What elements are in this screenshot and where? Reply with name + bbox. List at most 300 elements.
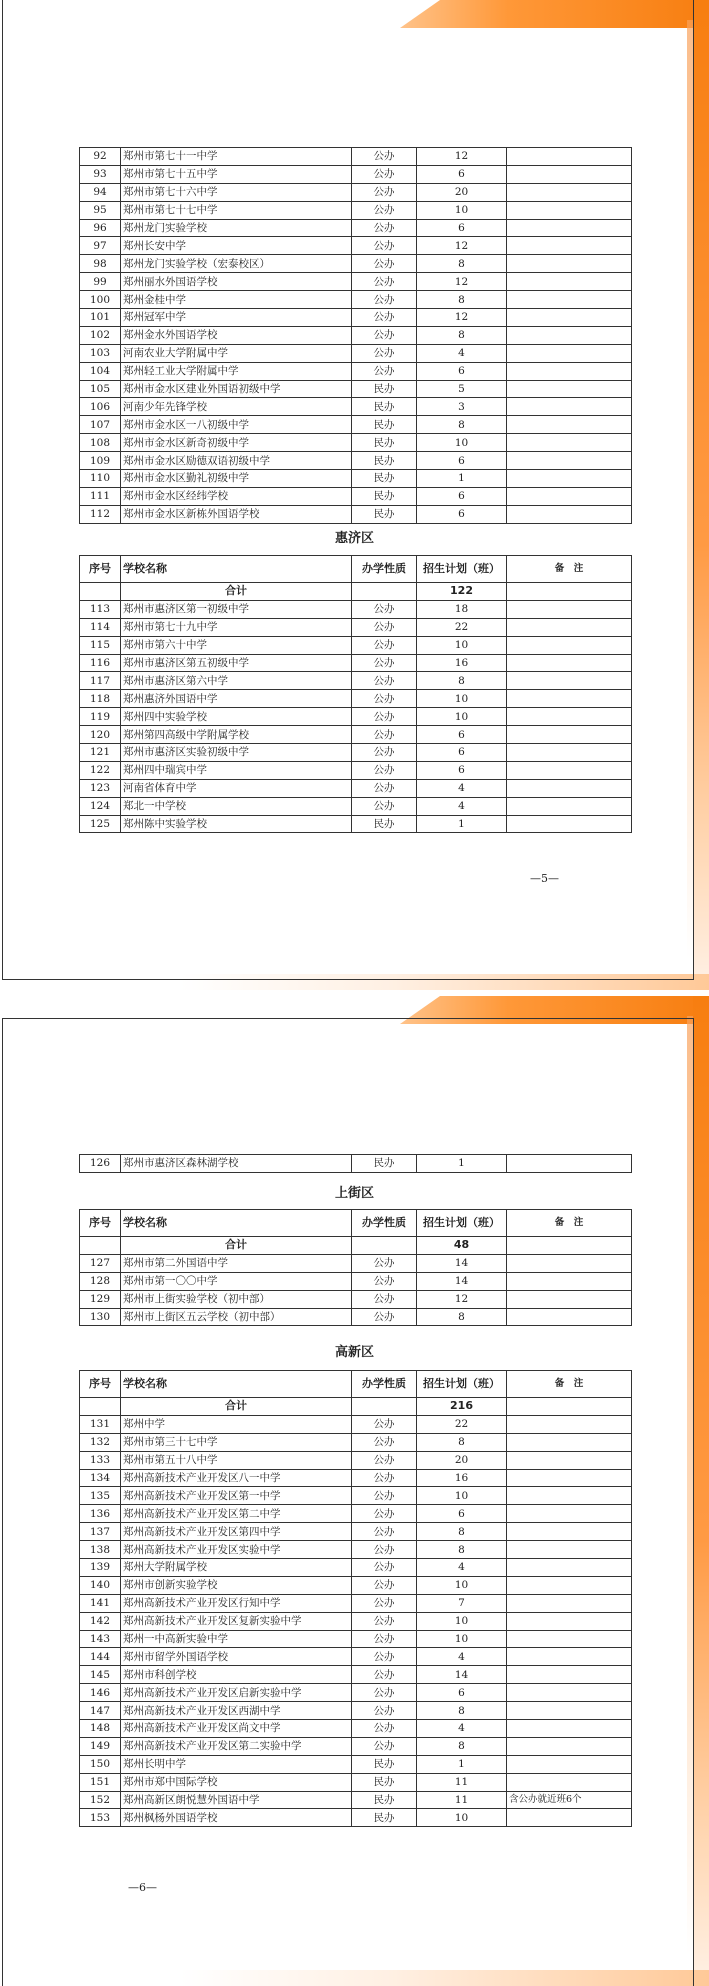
table-row <box>80 1415 632 1433</box>
remark <box>507 291 632 309</box>
enrollment-plan: 4 <box>417 344 507 362</box>
school-name: 郑州市创新实验学校 <box>121 1576 352 1594</box>
school-type: 民办 <box>352 416 417 434</box>
remark <box>507 1648 632 1666</box>
row-no: 113 <box>80 600 121 618</box>
table-row <box>80 1272 632 1290</box>
total-value: 122 <box>417 583 507 601</box>
remark <box>507 797 632 815</box>
enrollment-plan: 6 <box>417 362 507 380</box>
enrollment-plan: 8 <box>417 291 507 309</box>
school-type: 公办 <box>352 726 417 744</box>
remark <box>507 1737 632 1755</box>
table-row <box>80 273 632 291</box>
enrollment-plan: 1 <box>417 815 507 833</box>
enrollment-plan: 6 <box>417 744 507 762</box>
row-no: 92 <box>80 148 121 166</box>
remark <box>507 309 632 327</box>
remark <box>507 1451 632 1469</box>
remark <box>507 1469 632 1487</box>
header-plan: 招生计划（班） <box>417 1371 507 1398</box>
row-no: 119 <box>80 708 121 726</box>
row-no: 100 <box>80 291 121 309</box>
school-name: 郑州龙门实验学校（宏泰校区） <box>121 255 352 273</box>
table-row <box>80 380 632 398</box>
table-row <box>80 255 632 273</box>
row-no: 125 <box>80 815 121 833</box>
school-name: 郑州高新技术产业开发区第四中学 <box>121 1523 352 1541</box>
school-type: 公办 <box>352 1666 417 1684</box>
school-name: 郑州市金水区励德双语初级中学 <box>121 452 352 470</box>
enrollment-plan: 16 <box>417 654 507 672</box>
enrollment-plan: 6 <box>417 726 507 744</box>
total-row <box>80 583 632 601</box>
table-row <box>80 398 632 416</box>
school-name: 郑州一中高新实验中学 <box>121 1630 352 1648</box>
row-no: 106 <box>80 398 121 416</box>
enrollment-plan: 16 <box>417 1469 507 1487</box>
table-row <box>80 1155 632 1173</box>
total-no <box>80 1398 121 1416</box>
school-type: 公办 <box>352 672 417 690</box>
school-name: 郑州中学 <box>121 1415 352 1433</box>
enrollment-plan: 4 <box>417 1720 507 1738</box>
page-6 <box>0 996 709 1986</box>
total-value: 216 <box>417 1398 507 1416</box>
district-title-huiji: 惠济区 <box>334 531 374 546</box>
remark <box>507 219 632 237</box>
header-plan: 招生计划（班） <box>417 556 507 583</box>
school-type: 公办 <box>352 344 417 362</box>
remark <box>507 690 632 708</box>
table-row <box>80 690 632 708</box>
remark <box>507 1505 632 1523</box>
table-row <box>80 201 632 219</box>
enrollment-plan: 12 <box>417 273 507 291</box>
enrollment-plan: 4 <box>417 797 507 815</box>
school-name: 郑州市金水区经纬学校 <box>121 487 352 505</box>
enrollment-plan: 12 <box>417 148 507 166</box>
school-type: 公办 <box>352 1451 417 1469</box>
enrollment-plan: 10 <box>417 434 507 452</box>
remark <box>507 380 632 398</box>
row-no: 94 <box>80 183 121 201</box>
header-name: 学校名称 <box>121 556 352 583</box>
school-type: 公办 <box>352 165 417 183</box>
total-type <box>352 1237 417 1255</box>
enrollment-plan: 10 <box>417 1809 507 1827</box>
school-name: 郑州市惠济区第六中学 <box>121 672 352 690</box>
row-no: 124 <box>80 797 121 815</box>
school-name: 郑州高新技术产业开发区第二实验中学 <box>121 1737 352 1755</box>
remark <box>507 779 632 797</box>
school-name: 郑州市第五十八中学 <box>121 1451 352 1469</box>
remark <box>507 1755 632 1773</box>
header-type: 办学性质 <box>352 1371 417 1398</box>
table-header-row <box>80 1371 632 1398</box>
enrollment-plan: 14 <box>417 1272 507 1290</box>
total-no <box>80 583 121 601</box>
remark <box>507 183 632 201</box>
table-row <box>80 1505 632 1523</box>
row-no: 117 <box>80 672 121 690</box>
enrollment-plan: 20 <box>417 1451 507 1469</box>
enrollment-plan: 8 <box>417 326 507 344</box>
remark <box>507 1684 632 1702</box>
remark <box>507 1612 632 1630</box>
row-no: 114 <box>80 618 121 636</box>
school-type: 民办 <box>352 398 417 416</box>
enrollment-plan: 12 <box>417 237 507 255</box>
header-note: 备 注 <box>507 1371 632 1398</box>
school-name: 郑州龙门实验学校 <box>121 219 352 237</box>
table-row <box>80 291 632 309</box>
school-type: 公办 <box>352 273 417 291</box>
remark <box>507 1433 632 1451</box>
school-type: 公办 <box>352 1254 417 1272</box>
row-no: 150 <box>80 1755 121 1773</box>
table-row <box>80 672 632 690</box>
header-note: 备 注 <box>507 1210 632 1237</box>
school-type: 公办 <box>352 1541 417 1559</box>
row-no: 120 <box>80 726 121 744</box>
row-no: 118 <box>80 690 121 708</box>
remark <box>507 1594 632 1612</box>
enrollment-plan: 3 <box>417 398 507 416</box>
remark <box>507 487 632 505</box>
school-name: 郑州市第一〇〇中学 <box>121 1272 352 1290</box>
row-no: 145 <box>80 1666 121 1684</box>
remark <box>507 1809 632 1827</box>
school-name: 郑州高新技术产业开发区西湖中学 <box>121 1702 352 1720</box>
enrollment-plan: 10 <box>417 1576 507 1594</box>
school-name: 郑州市第六十中学 <box>121 636 352 654</box>
row-no: 134 <box>80 1469 121 1487</box>
remark <box>507 398 632 416</box>
table-row <box>80 183 632 201</box>
table-gaoxin <box>79 1370 632 1827</box>
total-note <box>507 583 632 601</box>
school-type: 民办 <box>352 505 417 523</box>
school-name: 郑州市留学外国语学校 <box>121 1648 352 1666</box>
remark <box>507 1559 632 1577</box>
enrollment-plan: 14 <box>417 1254 507 1272</box>
row-no: 96 <box>80 219 121 237</box>
school-name: 郑州高新技术产业开发区复新实验中学 <box>121 1612 352 1630</box>
enrollment-plan: 6 <box>417 487 507 505</box>
school-type: 公办 <box>352 291 417 309</box>
enrollment-plan: 14 <box>417 1666 507 1684</box>
remark <box>507 1290 632 1308</box>
row-no: 101 <box>80 309 121 327</box>
school-name: 郑州市金水区建业外国语初级中学 <box>121 380 352 398</box>
table-row <box>80 1433 632 1451</box>
header-plan: 招生计划（班） <box>417 1210 507 1237</box>
table-row <box>80 1648 632 1666</box>
row-no: 139 <box>80 1559 121 1577</box>
school-name: 郑州市科创学校 <box>121 1666 352 1684</box>
table-row <box>80 654 632 672</box>
row-no: 152 <box>80 1791 121 1809</box>
row-no: 107 <box>80 416 121 434</box>
row-no: 153 <box>80 1809 121 1827</box>
enrollment-plan: 10 <box>417 636 507 654</box>
remark <box>507 815 632 833</box>
school-type: 公办 <box>352 1559 417 1577</box>
school-name: 郑北一中学校 <box>121 797 352 815</box>
enrollment-plan: 12 <box>417 309 507 327</box>
remark: 含公办就近班6个 <box>507 1791 632 1809</box>
school-type: 公办 <box>352 797 417 815</box>
table-row <box>80 326 632 344</box>
row-no: 108 <box>80 434 121 452</box>
remark <box>507 201 632 219</box>
orange-band-side <box>693 996 709 1986</box>
table-row <box>80 600 632 618</box>
remark <box>507 434 632 452</box>
school-name: 郑州市第七十七中学 <box>121 201 352 219</box>
school-type: 公办 <box>352 744 417 762</box>
school-type: 公办 <box>352 326 417 344</box>
school-name: 郑州高新技术产业开发区第二中学 <box>121 1505 352 1523</box>
table-row <box>80 618 632 636</box>
remark <box>507 1702 632 1720</box>
school-type: 公办 <box>352 1523 417 1541</box>
remark <box>507 600 632 618</box>
school-name: 郑州大学附属学校 <box>121 1559 352 1577</box>
school-name: 河南少年先锋学校 <box>121 398 352 416</box>
school-type: 民办 <box>352 487 417 505</box>
table-row <box>80 1523 632 1541</box>
enrollment-plan: 8 <box>417 1702 507 1720</box>
table-row <box>80 797 632 815</box>
school-type: 公办 <box>352 1415 417 1433</box>
school-name: 郑州市第七十六中学 <box>121 183 352 201</box>
header-type: 办学性质 <box>352 1210 417 1237</box>
school-type: 民办 <box>352 1755 417 1773</box>
school-type: 公办 <box>352 708 417 726</box>
remark <box>507 654 632 672</box>
row-no: 146 <box>80 1684 121 1702</box>
school-name: 郑州市金水区新奇初级中学 <box>121 434 352 452</box>
total-no <box>80 1237 121 1255</box>
enrollment-plan: 10 <box>417 1630 507 1648</box>
enrollment-plan: 8 <box>417 416 507 434</box>
enrollment-plan: 22 <box>417 1415 507 1433</box>
school-type: 公办 <box>352 1469 417 1487</box>
school-type: 公办 <box>352 1290 417 1308</box>
page-number: —5— <box>530 872 559 885</box>
header-note: 备 注 <box>507 556 632 583</box>
school-name: 郑州市第七十一中学 <box>121 148 352 166</box>
row-no: 110 <box>80 470 121 488</box>
total-note <box>507 1237 632 1255</box>
table-row <box>80 1684 632 1702</box>
school-name: 郑州市郑中国际学校 <box>121 1773 352 1791</box>
table-row <box>80 1576 632 1594</box>
header-type: 办学性质 <box>352 556 417 583</box>
table-row <box>80 815 632 833</box>
school-type: 公办 <box>352 636 417 654</box>
school-name: 郑州高新技术产业开发区实验中学 <box>121 1541 352 1559</box>
row-no: 112 <box>80 505 121 523</box>
row-no: 111 <box>80 487 121 505</box>
table-row <box>80 1666 632 1684</box>
table-row <box>80 1630 632 1648</box>
row-no: 151 <box>80 1773 121 1791</box>
table-jinshui-cont <box>79 147 632 524</box>
remark <box>507 416 632 434</box>
remark <box>507 761 632 779</box>
remark <box>507 1415 632 1433</box>
enrollment-plan: 20 <box>417 183 507 201</box>
enrollment-plan: 8 <box>417 672 507 690</box>
school-type: 公办 <box>352 237 417 255</box>
header-no: 序号 <box>80 1371 121 1398</box>
remark <box>507 1773 632 1791</box>
school-name: 郑州四中实验学校 <box>121 708 352 726</box>
enrollment-plan: 5 <box>417 380 507 398</box>
table-row <box>80 1451 632 1469</box>
table-row <box>80 761 632 779</box>
row-no: 123 <box>80 779 121 797</box>
enrollment-plan: 6 <box>417 165 507 183</box>
school-type: 公办 <box>352 761 417 779</box>
row-no: 99 <box>80 273 121 291</box>
school-name: 郑州高新技术产业开发区第一中学 <box>121 1487 352 1505</box>
table-row <box>80 1594 632 1612</box>
school-name: 郑州四中瑞宾中学 <box>121 761 352 779</box>
header-no: 序号 <box>80 556 121 583</box>
school-name: 郑州冠军中学 <box>121 309 352 327</box>
remark <box>507 1254 632 1272</box>
school-type: 民办 <box>352 815 417 833</box>
table-row <box>80 1487 632 1505</box>
school-type: 公办 <box>352 1720 417 1738</box>
school-name: 郑州市金水区新栋外国语学校 <box>121 505 352 523</box>
row-no: 102 <box>80 326 121 344</box>
enrollment-plan: 6 <box>417 505 507 523</box>
remark <box>507 1630 632 1648</box>
total-type <box>352 583 417 601</box>
school-type: 公办 <box>352 1648 417 1666</box>
school-type: 公办 <box>352 1505 417 1523</box>
table-row <box>80 487 632 505</box>
school-type: 民办 <box>352 1791 417 1809</box>
table-row <box>80 726 632 744</box>
row-no: 148 <box>80 1720 121 1738</box>
header-no: 序号 <box>80 1210 121 1237</box>
school-name: 郑州陈中实验学校 <box>121 815 352 833</box>
table-header-row <box>80 556 632 583</box>
remark <box>507 362 632 380</box>
school-type: 民办 <box>352 1773 417 1791</box>
row-no: 132 <box>80 1433 121 1451</box>
row-no: 149 <box>80 1737 121 1755</box>
remark <box>507 326 632 344</box>
table-row <box>80 779 632 797</box>
school-name: 郑州轻工业大学附属中学 <box>121 362 352 380</box>
table-row <box>80 309 632 327</box>
header-name: 学校名称 <box>121 1371 352 1398</box>
remark <box>507 505 632 523</box>
school-type: 公办 <box>352 309 417 327</box>
table-row <box>80 1791 632 1809</box>
table-huiji-cont <box>79 1154 632 1173</box>
school-name: 郑州市第二外国语中学 <box>121 1254 352 1272</box>
enrollment-plan: 8 <box>417 1308 507 1326</box>
table-row <box>80 1612 632 1630</box>
table-row <box>80 1308 632 1326</box>
orange-band-side <box>693 0 709 990</box>
school-name: 郑州市惠济区第五初级中学 <box>121 654 352 672</box>
total-row <box>80 1237 632 1255</box>
school-type: 公办 <box>352 1308 417 1326</box>
row-no: 135 <box>80 1487 121 1505</box>
school-type: 公办 <box>352 1433 417 1451</box>
row-no: 138 <box>80 1541 121 1559</box>
row-no: 129 <box>80 1290 121 1308</box>
row-no: 122 <box>80 761 121 779</box>
school-name: 郑州高新区朗悦慧外国语中学 <box>121 1791 352 1809</box>
remark <box>507 726 632 744</box>
table-row <box>80 1809 632 1827</box>
remark <box>507 1487 632 1505</box>
row-no: 121 <box>80 744 121 762</box>
row-no: 104 <box>80 362 121 380</box>
total-note <box>507 1398 632 1416</box>
remark <box>507 672 632 690</box>
remark <box>507 273 632 291</box>
table-row <box>80 148 632 166</box>
table-row <box>80 219 632 237</box>
school-type: 公办 <box>352 1702 417 1720</box>
school-name: 河南农业大学附属中学 <box>121 344 352 362</box>
school-type: 民办 <box>352 452 417 470</box>
remark <box>507 344 632 362</box>
enrollment-plan: 11 <box>417 1791 507 1809</box>
school-type: 民办 <box>352 434 417 452</box>
row-no: 143 <box>80 1630 121 1648</box>
enrollment-plan: 4 <box>417 1559 507 1577</box>
remark <box>507 708 632 726</box>
enrollment-plan: 8 <box>417 1541 507 1559</box>
row-no: 93 <box>80 165 121 183</box>
row-no: 136 <box>80 1505 121 1523</box>
enrollment-plan: 7 <box>417 1594 507 1612</box>
remark <box>507 452 632 470</box>
enrollment-plan: 4 <box>417 1648 507 1666</box>
table-row <box>80 470 632 488</box>
enrollment-plan: 12 <box>417 1290 507 1308</box>
table-row <box>80 505 632 523</box>
school-type: 公办 <box>352 1684 417 1702</box>
row-no: 97 <box>80 237 121 255</box>
school-name: 郑州高新技术产业开发区尚文中学 <box>121 1720 352 1738</box>
remark <box>507 636 632 654</box>
table-shangjie <box>79 1209 632 1326</box>
school-type: 公办 <box>352 201 417 219</box>
total-type <box>352 1398 417 1416</box>
enrollment-plan: 6 <box>417 1505 507 1523</box>
total-row <box>80 1398 632 1416</box>
enrollment-plan: 10 <box>417 1487 507 1505</box>
school-name: 郑州长明中学 <box>121 1755 352 1773</box>
total-label: 合计 <box>121 583 352 601</box>
school-type: 公办 <box>352 1594 417 1612</box>
school-name: 郑州高新技术产业开发区八一中学 <box>121 1469 352 1487</box>
school-type: 公办 <box>352 255 417 273</box>
